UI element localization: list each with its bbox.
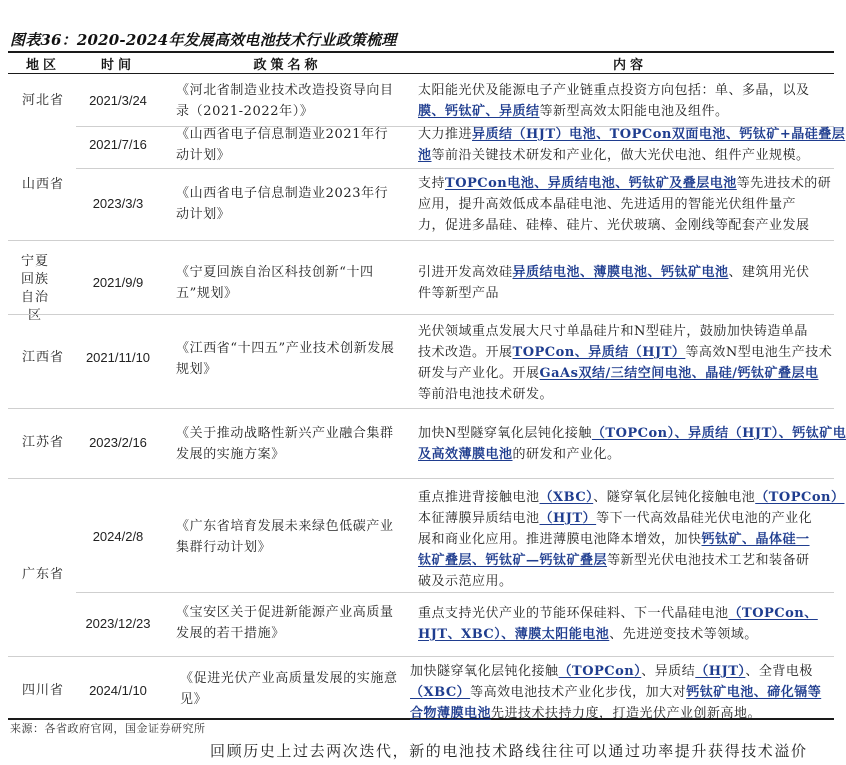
date-cell: 2023/3/3 [92,196,144,211]
table-header-rule [8,73,834,74]
content-cell [410,661,821,724]
highlighted-term: （HJT） [539,511,597,526]
row-divider [76,592,834,593]
content-line [418,124,845,145]
content-line [418,321,832,342]
content-line [418,283,810,304]
region-cell: 广东省 [21,567,64,582]
content-cell [418,487,844,592]
content-text: 破及示范应用。 [418,574,513,589]
content-text: 等高效N型电池生产技术 [685,345,833,360]
highlighted-term: 池 [418,148,432,163]
content-line [418,262,810,283]
content-line [418,571,844,592]
content-line [418,145,845,166]
date-cell: 2023/12/23 [85,616,151,631]
header-policy: 政策名称 [253,58,322,73]
content-text: 大力推进 [418,127,473,142]
content-text: 等高效电池技术产业化步伐，加大对 [470,685,687,700]
highlighted-term: 钙钛矿电池、碲化镉等 [686,685,822,700]
content-text: 重点支持光伏产业的节能环保硅料、下一代晶硅电池 [418,606,729,621]
highlighted-term: （TOPCon） [755,490,845,505]
content-cell [418,603,818,645]
content-line [418,215,831,236]
highlighted-term: （TOPCon） [558,664,642,679]
content-line [418,624,818,645]
policy-cell: 《宁夏回族自治区科技创新“十四五”规划》 [176,265,374,301]
highlighted-term: 异质结（HJT）电池、TOPCon双面电池、钙钛矿+晶硅叠层 [472,127,846,142]
region-cell: 江苏省 [21,435,64,450]
content-text: 光伏领域重点发展大尺寸单晶硅片和N型硅片，鼓励加快铸造单晶 [418,324,808,339]
content-line [418,342,832,363]
content-text: 本征薄膜异质结电池 [418,511,540,526]
content-text: 等下一代高效晶硅光伏电池的产业化 [596,511,813,526]
table-top-rule [8,51,834,53]
highlighted-term: TOPCon电池、异质结电池、钙钛矿及叠层电池 [445,176,737,191]
highlighted-term: 及高效薄膜电池 [418,447,513,462]
highlighted-term: 膜、钙钛矿、异质结 [418,104,540,119]
content-text: 支持 [418,176,446,191]
content-text: 研发与产业化。开展 [418,366,540,381]
row-divider [8,240,834,241]
policy-cell: 《广东省培育发展未来绿色低碳产业集群行动计划》 [176,519,394,555]
content-line [418,363,832,384]
row-divider [8,478,834,479]
content-text: 等新型光伏电池技术工艺和装备研 [607,553,810,568]
header-content: 内容 [612,58,647,73]
content-text: 展和商业化应用。推进薄膜电池降本增效，加快 [418,532,702,547]
highlighted-term: （TOPCon）、异质结（HJT）、钙钛矿电 [591,426,846,441]
content-line [418,194,831,215]
region-cell: 江西省 [21,350,64,365]
row-divider [8,408,834,409]
content-text: 、建筑用光伏 [728,265,810,280]
content-text: 等前沿关键技术研发和产业化，做大光伏电池、组件产业规模。 [431,148,810,163]
highlighted-term: （XBC） [539,490,594,505]
content-text: 、隧穿氧化层钝化接触电池 [593,490,756,505]
highlighted-term: （XBC） [410,685,471,700]
content-text: 先进技术扶持力度，打造光伏产业创新高地。 [491,706,762,721]
content-line [418,487,844,508]
content-text: 、异质结 [641,664,696,679]
content-line [418,423,846,444]
policy-cell: 《促进光伏产业高质量发展的实施意见》 [180,671,398,707]
date-cell: 2021/11/10 [85,350,151,365]
content-cell [418,124,845,166]
content-text: 等先进技术的研 [736,176,832,191]
content-line [418,550,844,571]
date-cell: 2021/9/9 [92,275,144,290]
content-line [418,101,810,122]
content-text: 技术改造。开展 [418,345,513,360]
row-divider [76,168,834,169]
content-line [418,80,810,101]
content-line [410,661,821,682]
policy-cell: 《河北省制造业技术改造投资导向目录（2021-2022年）》 [176,83,394,119]
body-paragraph: 回顾历史上过去两次迭代，新的电池技术路线往往可以通过功率提升获得技术溢价 [210,742,808,760]
content-cell [418,80,810,122]
header-region: 地区 [25,58,60,73]
content-text: 加快N型隧穿氧化层钝化接触 [418,426,592,441]
region-cell: 宁夏回族自治区 [20,254,49,323]
date-cell: 2021/7/16 [89,137,147,152]
highlighted-term: 钛矿叠层、钙钛矿—钙钛矿叠层 [418,553,608,568]
content-cell [418,423,846,465]
region-cell: 四川省 [21,683,64,698]
content-text: 应用，提升高效低成本晶硅电池、先进适用的智能光伏组件量产 [418,197,797,212]
region-cell: 山西省 [21,177,64,192]
date-cell: 2021/3/24 [89,93,147,108]
highlighted-term: HJT、XBC）、薄膜太阳能电池 [418,627,610,642]
source-note: 来源：各省政府官网，国金证券研究所 [10,722,206,735]
highlighted-term: 异质结电池、薄膜电池、钙钛矿电池 [512,265,729,280]
highlighted-term: （TOPCon、 [728,606,818,621]
content-cell [418,173,831,236]
content-cell [418,262,810,304]
content-line [418,444,846,465]
content-line [410,682,821,703]
content-line [418,173,831,194]
region-cell: 河北省 [21,93,64,108]
content-text: 等前沿电池技术研发。 [418,387,554,402]
content-line [418,508,844,529]
figure-title: 图表36：2020-2024年发展高效电池技术行业政策梳理 [10,31,397,49]
date-cell: 2023/2/16 [89,435,147,450]
policy-cell: 《江西省“十四五”产业技术创新发展规划》 [176,341,395,377]
row-divider [8,656,834,657]
content-text: 、先进逆变技术等领域。 [609,627,758,642]
content-text: 引进开发高效硅 [418,265,513,280]
highlighted-term: （HJT） [695,664,746,679]
content-text: 等新型高效太阳能电池及组件。 [539,104,729,119]
date-cell: 2024/2/8 [92,529,144,544]
content-text: 加快隧穿氧化层钝化接触 [410,664,559,679]
content-text: 、全背电极 [745,664,813,679]
policy-cell: 《山西省电子信息制造业2021年行动计划》 [176,127,389,163]
content-text: 件等新型产品 [418,286,500,301]
highlighted-term: GaAs双结/三结空间电池、晶硅/钙钛矿叠层电 [539,366,819,381]
highlighted-term: 合物薄膜电池 [410,706,492,721]
row-divider [8,314,834,315]
content-line [410,703,821,724]
policy-cell: 《山西省电子信息制造业2023年行动计划》 [176,186,389,222]
content-cell [418,321,832,405]
content-line [418,603,818,624]
content-line [418,529,844,550]
content-line [418,384,832,405]
content-text: 的研发和产业化。 [512,447,621,462]
content-text: 力，促进多晶硅、硅棒、硅片、光伏玻璃、金刚线等配套产业发展 [418,218,810,233]
policy-cell: 《宝安区关于促进新能源产业高质量发展的若干措施》 [176,605,394,641]
policy-cell: 《关于推动战略性新兴产业融合集群发展的实施方案》 [176,426,394,462]
content-text: 太阳能光伏及能源电子产业链重点投资方向包括：单、多晶，以及 [418,83,810,98]
header-date: 时间 [100,58,135,73]
content-text: 重点推进背接触电池 [418,490,540,505]
highlighted-term: 钙钛矿、晶体硅一 [701,532,810,547]
date-cell: 2024/1/10 [89,683,147,698]
highlighted-term: TOPCon、异质结（HJT） [512,345,686,360]
